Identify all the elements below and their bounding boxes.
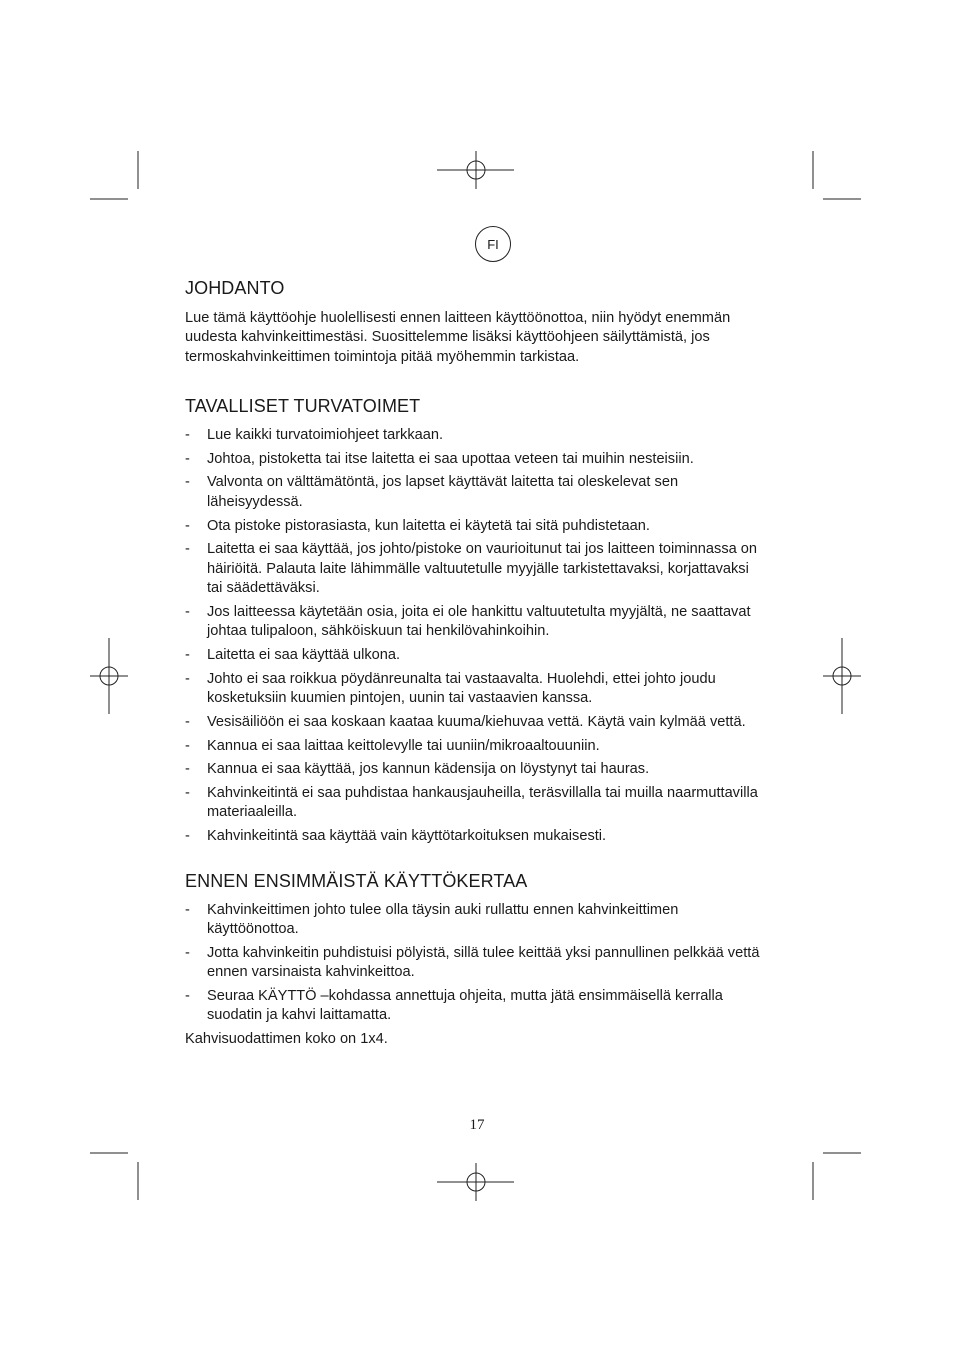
list-item: - Kahvinkeitintä saa käyttää vain käyttötarkoituksen mukaisesti.	[185, 828, 607, 845]
list-item: - Valvonta on välttämätöntä, jos lapset käyttävät laitetta tai oleskelevat sen läheisyydessä.	[185, 474, 679, 510]
safety-list	[185, 426, 765, 847]
page-content	[185, 278, 765, 1049]
list-item: - Seuraa KÄYTTÖ –kohdassa annettuja ohjeita, mutta jätä ensimmäisellä kerralla suodatin ja kahvi laittamatta.	[185, 987, 723, 1024]
page-number: 17	[469, 1117, 485, 1133]
list-item: - Jotta kahvinkeitin puhdistuisi pölyistä, sillä tulee keittää yksi pannullinen pelkkää vettä ennen varsinaista kahvinkeittoa.	[185, 944, 760, 980]
list-item: - Vesisäiliöön ei saa koskaan kaataa kuuma/kiehuvaa vettä. Käytä vain kylmää vettä.	[185, 713, 746, 730]
intro-heading: JOHDANTO	[185, 278, 285, 298]
list-item: - Jos laitteessa käytetään osia, joita ei ole hankittu valtuutetulta myyjältä, ne saattavat johtaa tulipaloon, sähköiskuun tai henkilövahinkoihin.	[185, 603, 751, 640]
language-code: FI	[487, 236, 499, 252]
list-item: - Laitetta ei saa käyttää ulkona.	[185, 646, 401, 663]
intro-paragraph: Lue tämä käyttöohje huolellisesti ennen laitteen käyttöönottoa, niin hyödyt enemmän uudesta kahvinkeittimestäsi. Suosittelemme lisäksi käyttöohjeen säilyttämistä, jos termoskahvinkeittimen toimintoja pitää myöhemmin tarkistaa.	[185, 310, 731, 365]
first-use-heading: ENNEN ENSIMMÄISTÄ KÄYTTÖKERTAA	[185, 870, 528, 891]
list-item: - Kahvinkeitintä ei saa puhdistaa hankausjauheilla, teräsvillalla tai muilla naarmuttavilla materiaaleilla.	[185, 785, 758, 821]
list-item: - Laitetta ei saa käyttää, jos johto/pistoke on vaurioitunut tai jos laitteen toiminnassa on häiriöitä. Palauta laite lähimmälle valtuutetulle myyjälle tarkistettavaksi, korjattavaksi tai säädettäväksi.	[185, 541, 758, 596]
list-item: - Kannua ei saa käyttää, jos kannun kädensija on löystynyt tai hauras.	[185, 761, 650, 778]
filter-size-note: Kahvisuodattimen koko on 1x4.	[185, 1030, 388, 1047]
list-item: - Kahvinkeittimen johto tulee olla täysin auki rullattu ennen kahvinkeittimen käyttöönottoa.	[185, 901, 679, 937]
language-badge	[475, 226, 511, 262]
list-item: - Ota pistoke pistorasiasta, kun laitetta ei käytetä tai sitä puhdistetaan.	[185, 517, 650, 534]
safety-heading: TAVALLISET TURVATOIMET	[185, 395, 421, 416]
list-item: - Johto ei saa roikkua pöydänreunalta tai vastaavalta. Huolehdi, ettei johto joudu kosketuksiin kuumien pintojen, uunin tai vastaavien kanssa.	[185, 670, 716, 706]
first-use-list	[185, 901, 765, 1026]
list-item: - Lue kaikki turvatoimiohjeet tarkkaan.	[185, 426, 444, 443]
list-item: - Kannua ei saa laittaa keittolevylle tai uuniin/mikroaaltouuniin.	[185, 737, 600, 754]
list-item: - Johtoa, pistoketta tai itse laitetta ei saa upottaa veteen tai muihin nesteisiin.	[185, 450, 694, 467]
